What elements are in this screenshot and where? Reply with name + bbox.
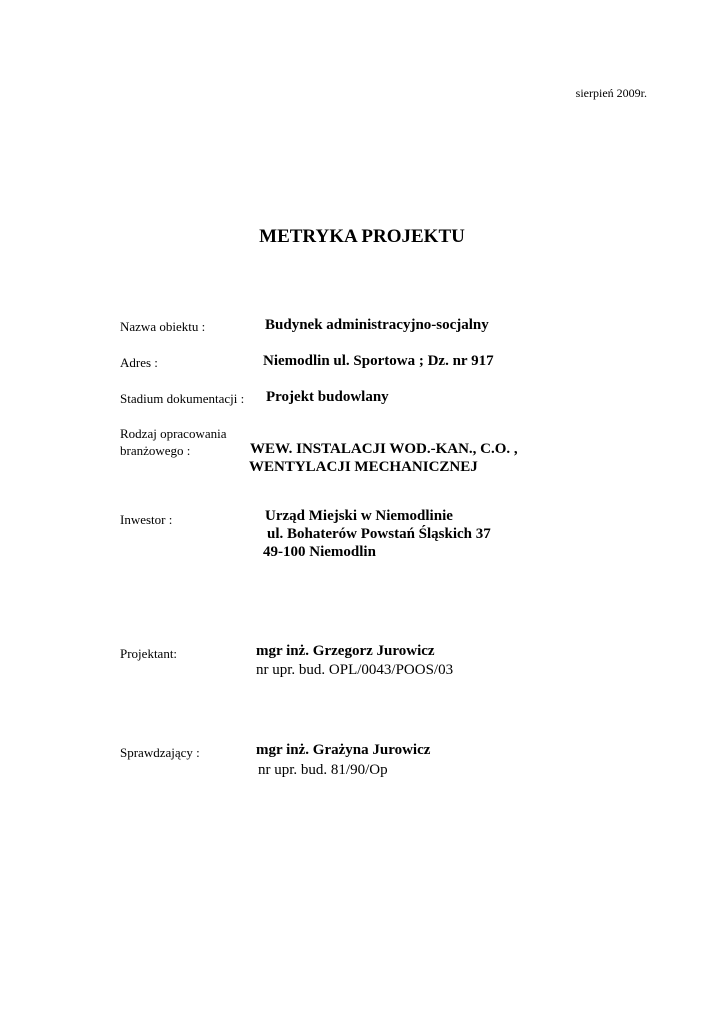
nazwa-obiektu-value: Budynek administracyjno-socjalny bbox=[265, 317, 489, 333]
nazwa-obiektu-label: Nazwa obiektu : bbox=[120, 319, 206, 334]
stadium-label: Stadium dokumentacji : bbox=[120, 391, 245, 406]
sprawdzajacy-label: Sprawdzający : bbox=[120, 745, 200, 760]
adres-label: Adres : bbox=[120, 355, 158, 370]
inwestor-label: Inwestor : bbox=[120, 512, 173, 527]
projektant-label: Projektant: bbox=[120, 646, 178, 661]
rodzaj-value-line2: WENTYLACJI MECHANICZNEJ bbox=[249, 459, 478, 475]
rodzaj-value-line1: WEW. INSTALACJI WOD.-KAN., C.O. , bbox=[250, 441, 518, 457]
inwestor-line2: ul. Bohaterów Powstań Śląskich 37 bbox=[267, 526, 491, 542]
inwestor-line3: 49-100 Niemodlin bbox=[263, 544, 376, 560]
sprawdzajacy-name: mgr inż. Grażyna Jurowicz bbox=[256, 742, 431, 758]
adres-value: Niemodlin ul. Sportowa ; Dz. nr 917 bbox=[263, 353, 494, 369]
rodzaj-label-line1: Rodzaj opracowania bbox=[120, 426, 227, 441]
sprawdzajacy-license: nr upr. bud. 81/90/Op bbox=[258, 762, 388, 778]
projektant-name: mgr inż. Grzegorz Jurowicz bbox=[256, 643, 435, 659]
document-date: sierpień 2009r. bbox=[575, 86, 647, 100]
document-title: METRYKA PROJEKTU bbox=[259, 226, 465, 247]
rodzaj-label-line2: branżowego : bbox=[120, 443, 191, 458]
projektant-license: nr upr. bud. OPL/0043/POOS/03 bbox=[256, 662, 454, 678]
inwestor-line1: Urząd Miejski w Niemodlinie bbox=[265, 508, 453, 524]
stadium-value: Projekt budowlany bbox=[266, 389, 389, 405]
